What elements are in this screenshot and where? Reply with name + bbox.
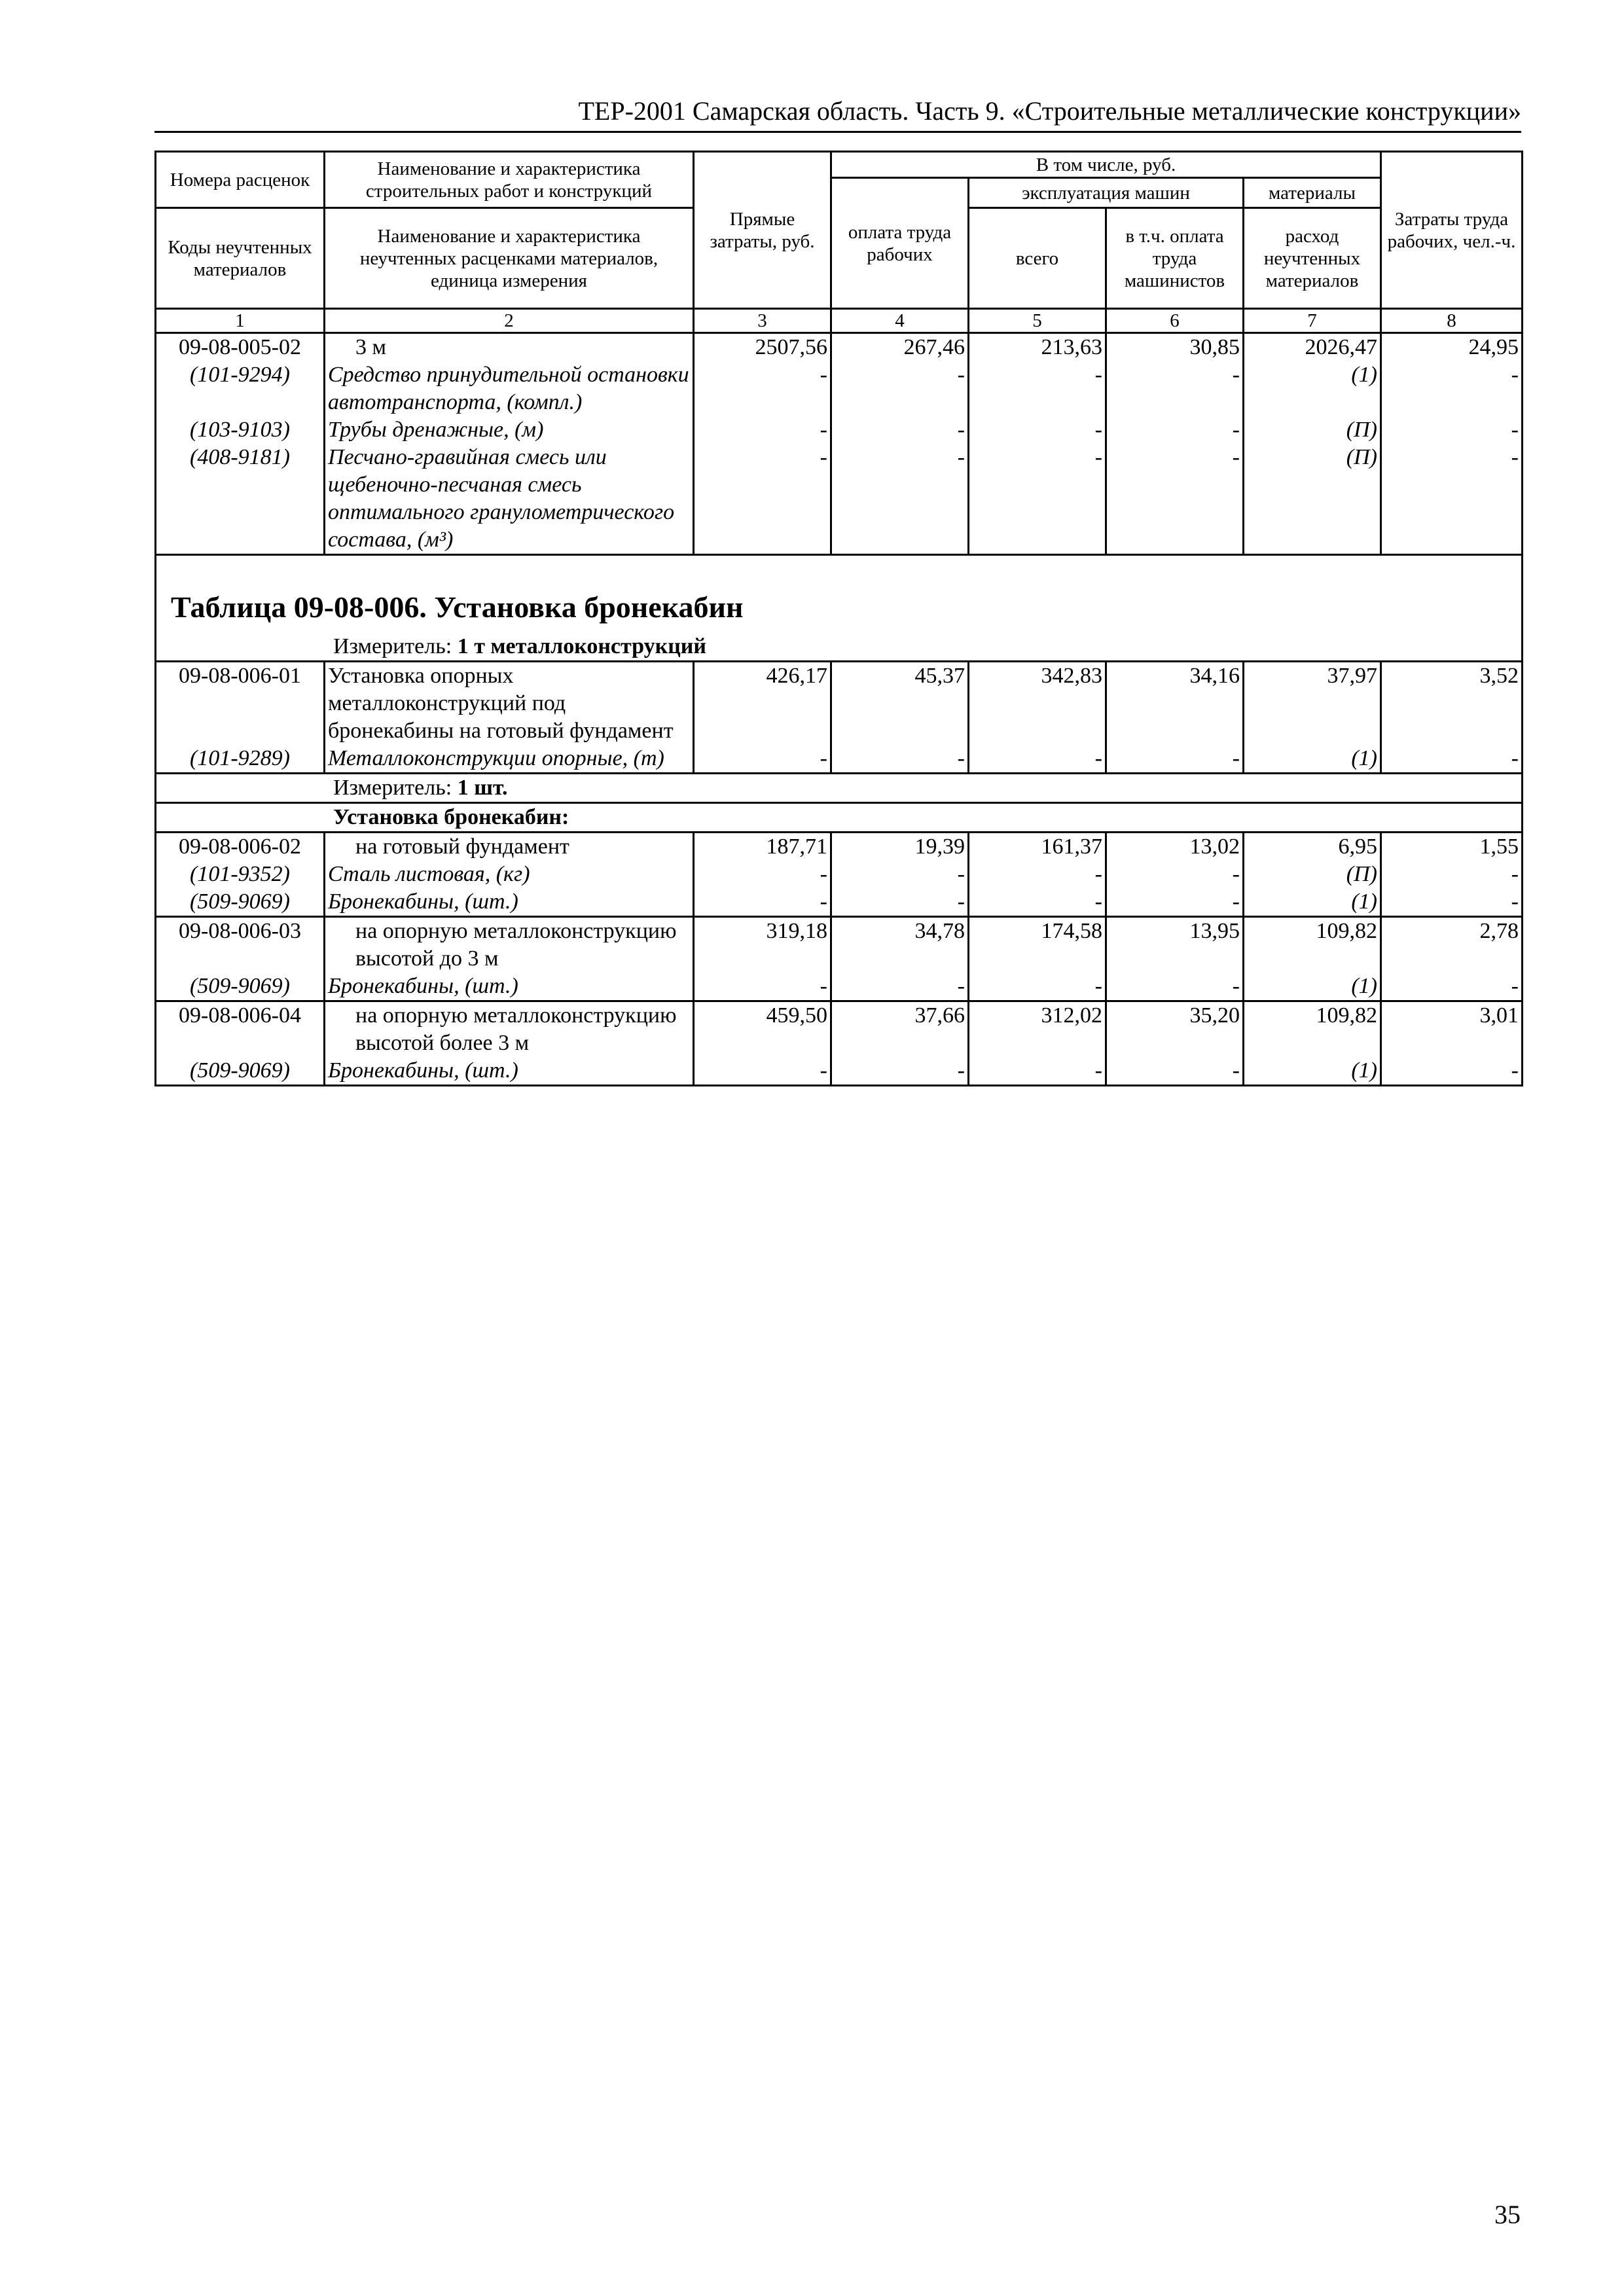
dash: - <box>1106 1057 1244 1086</box>
dash: - <box>969 444 1106 555</box>
material-name: Средство принудительной остановки автотранспорта, (компл.) <box>325 361 694 416</box>
dash: - <box>831 745 969 774</box>
material-code: (101-9289) <box>156 745 325 774</box>
material-name: Сталь листовая, (кг) <box>325 861 694 888</box>
machinists-pay: 13,95 <box>1106 917 1244 973</box>
machines-total: 342,83 <box>969 662 1106 745</box>
material-name: Бронекабины, (шт.) <box>325 1057 694 1086</box>
dash: - <box>1381 416 1523 444</box>
labor-pay: 19,39 <box>831 833 969 861</box>
material-code: (103-9103) <box>156 416 325 444</box>
labor-pay: 45,37 <box>831 662 969 745</box>
rate-code: 09-08-006-03 <box>156 917 325 973</box>
rate-name: Установка опорных металлоконструкций под бронекабины на готовый фундамент <box>325 662 694 745</box>
table-row <box>156 1001 1523 1058</box>
dash: - <box>1381 361 1523 416</box>
material-qty: (П) <box>1244 416 1381 444</box>
dash: - <box>1381 973 1523 1001</box>
dash: - <box>831 1057 969 1086</box>
material-row <box>156 361 1523 416</box>
machinists-pay: 30,85 <box>1106 333 1244 362</box>
measure-line <box>156 633 1521 660</box>
dash: - <box>969 361 1106 416</box>
dash: - <box>1106 361 1244 416</box>
dash: - <box>831 861 969 888</box>
subheading: Установка бронекабин: <box>156 803 1523 833</box>
dash: - <box>1106 416 1244 444</box>
material-qty: (1) <box>1244 973 1381 1001</box>
table-row <box>156 833 1523 861</box>
material-code: (509-9069) <box>156 973 325 1001</box>
dash: - <box>1106 861 1244 888</box>
direct-cost: 2507,56 <box>694 333 831 362</box>
header-col2-top: Наименование и характеристика строительных работ и конструкций <box>325 152 694 208</box>
measure-label: Измеритель: <box>333 634 452 658</box>
material-row <box>156 888 1523 917</box>
table-row <box>156 662 1523 745</box>
rates-table <box>154 151 1523 1086</box>
material-qty: (П) <box>1244 861 1381 888</box>
material-code: (509-9069) <box>156 1057 325 1086</box>
col-number: 4 <box>831 309 969 333</box>
dash: - <box>1381 861 1523 888</box>
direct-cost: 426,17 <box>694 662 831 745</box>
labor-hours: 1,55 <box>1381 833 1523 861</box>
dash: - <box>1381 1057 1523 1086</box>
measure-row <box>156 774 1523 803</box>
material-row <box>156 444 1523 555</box>
page-number: 35 <box>1494 2200 1521 2229</box>
material-row <box>156 973 1523 1001</box>
dash: - <box>831 888 969 917</box>
material-name: Бронекабины, (шт.) <box>325 973 694 1001</box>
table-header <box>156 152 1523 333</box>
header-col1-bottom: Коды неучтенных материалов <box>156 208 325 309</box>
dash: - <box>969 973 1106 1001</box>
material-name: Металлоконструкции опорные, (т) <box>325 745 694 774</box>
machinists-pay: 34,16 <box>1106 662 1244 745</box>
running-header: ТЕР-2001 Самарская область. Часть 9. «Строительные металлические конструкции» <box>154 92 1521 133</box>
direct-cost: 319,18 <box>694 917 831 973</box>
dash: - <box>1106 444 1244 555</box>
measure-value: 1 шт. <box>457 776 508 800</box>
material-code: (101-9294) <box>156 361 325 416</box>
dash: - <box>694 745 831 774</box>
dash: - <box>969 888 1106 917</box>
rate-code: 09-08-006-04 <box>156 1001 325 1058</box>
header-col8: Затраты труда рабочих, чел.-ч. <box>1381 152 1523 309</box>
table-row <box>156 917 1523 973</box>
material-name: Бронекабины, (шт.) <box>325 888 694 917</box>
header-col4: оплата труда рабочих <box>831 178 969 309</box>
material-name: Трубы дренажные, (м) <box>325 416 694 444</box>
dash: - <box>831 416 969 444</box>
machinists-pay: 13,02 <box>1106 833 1244 861</box>
labor-pay: 34,78 <box>831 917 969 973</box>
labor-hours: 2,78 <box>1381 917 1523 973</box>
machines-total: 312,02 <box>969 1001 1106 1058</box>
materials: 109,82 <box>1244 917 1381 973</box>
dash: - <box>1106 888 1244 917</box>
material-qty: (1) <box>1244 1057 1381 1086</box>
dash: - <box>831 361 969 416</box>
machinists-pay: 35,20 <box>1106 1001 1244 1058</box>
header-group-machines: эксплуатация машин <box>969 178 1244 208</box>
dash: - <box>1106 745 1244 774</box>
section-header <box>156 555 1523 662</box>
header-col5: всего <box>969 208 1106 309</box>
dash: - <box>969 861 1106 888</box>
material-name: Песчано-гравийная смесь или щебеночно-песчаная смесь оптимального гранулометрического состава, (м³) <box>325 444 694 555</box>
material-qty: (1) <box>1244 745 1381 774</box>
rate-name: на опорную металлоконструкцию высотой более 3 м <box>325 1001 694 1058</box>
materials: 2026,47 <box>1244 333 1381 362</box>
col-number: 2 <box>325 309 694 333</box>
direct-cost: 187,71 <box>694 833 831 861</box>
dash: - <box>969 1057 1106 1086</box>
material-row <box>156 416 1523 444</box>
dash: - <box>694 361 831 416</box>
rate-code: 09-08-006-01 <box>156 662 325 745</box>
subheading-row <box>156 803 1523 833</box>
dash: - <box>694 444 831 555</box>
dash: - <box>694 973 831 1001</box>
col-number: 1 <box>156 309 325 333</box>
dash: - <box>969 745 1106 774</box>
material-code: (509-9069) <box>156 888 325 917</box>
header-group-materials: материалы <box>1244 178 1381 208</box>
rate-name: на готовый фундамент <box>325 833 694 861</box>
header-col6: в т.ч. оплата труда машинистов <box>1106 208 1244 309</box>
measure-value: 1 т металлоконструкций <box>457 634 706 658</box>
material-qty: (1) <box>1244 888 1381 917</box>
rate-name: на опорную металлоконструкцию высотой до 3 м <box>325 917 694 973</box>
dash: - <box>831 444 969 555</box>
direct-cost: 459,50 <box>694 1001 831 1058</box>
materials: 109,82 <box>1244 1001 1381 1058</box>
dash: - <box>1381 444 1523 555</box>
col-number: 5 <box>969 309 1106 333</box>
rate-code: 09-08-005-02 <box>156 333 325 362</box>
header-col7: расход неучтенных материалов <box>1244 208 1381 309</box>
header-col3: Прямые затраты, руб. <box>694 152 831 309</box>
table-title: Таблица 09-08-006. Установка бронекабин <box>171 590 744 624</box>
column-numbers-row <box>156 309 1523 333</box>
material-row <box>156 1057 1523 1086</box>
dash: - <box>1106 973 1244 1001</box>
dash: - <box>694 888 831 917</box>
header-col1-top: Номера расценок <box>156 152 325 208</box>
material-code: (408-9181) <box>156 444 325 555</box>
table-row <box>156 333 1523 362</box>
labor-pay: 267,46 <box>831 333 969 362</box>
col-number: 6 <box>1106 309 1244 333</box>
dash: - <box>694 861 831 888</box>
dash: - <box>831 973 969 1001</box>
labor-pay: 37,66 <box>831 1001 969 1058</box>
rate-name: 3 м <box>325 333 694 362</box>
machines-total: 174,58 <box>969 917 1106 973</box>
col-number: 3 <box>694 309 831 333</box>
rate-code: 09-08-006-02 <box>156 833 325 861</box>
materials: 6,95 <box>1244 833 1381 861</box>
dash: - <box>1381 745 1523 774</box>
machines-total: 161,37 <box>969 833 1106 861</box>
material-row <box>156 745 1523 774</box>
dash: - <box>969 416 1106 444</box>
measure-label: Измеритель: <box>333 776 452 800</box>
labor-hours: 24,95 <box>1381 333 1523 362</box>
material-code: (101-9352) <box>156 861 325 888</box>
material-qty: (1) <box>1244 361 1381 416</box>
machines-total: 213,63 <box>969 333 1106 362</box>
labor-hours: 3,52 <box>1381 662 1523 745</box>
dash: - <box>694 1057 831 1086</box>
header-group-incl: В том числе, руб. <box>831 152 1381 178</box>
col-number: 7 <box>1244 309 1381 333</box>
material-row <box>156 861 1523 888</box>
materials: 37,97 <box>1244 662 1381 745</box>
header-col2-bottom: Наименование и характеристика неучтенных расценками материалов, единица измерения <box>325 208 694 309</box>
labor-hours: 3,01 <box>1381 1001 1523 1058</box>
material-qty: (П) <box>1244 444 1381 555</box>
col-number: 8 <box>1381 309 1523 333</box>
dash: - <box>694 416 831 444</box>
dash: - <box>1381 888 1523 917</box>
